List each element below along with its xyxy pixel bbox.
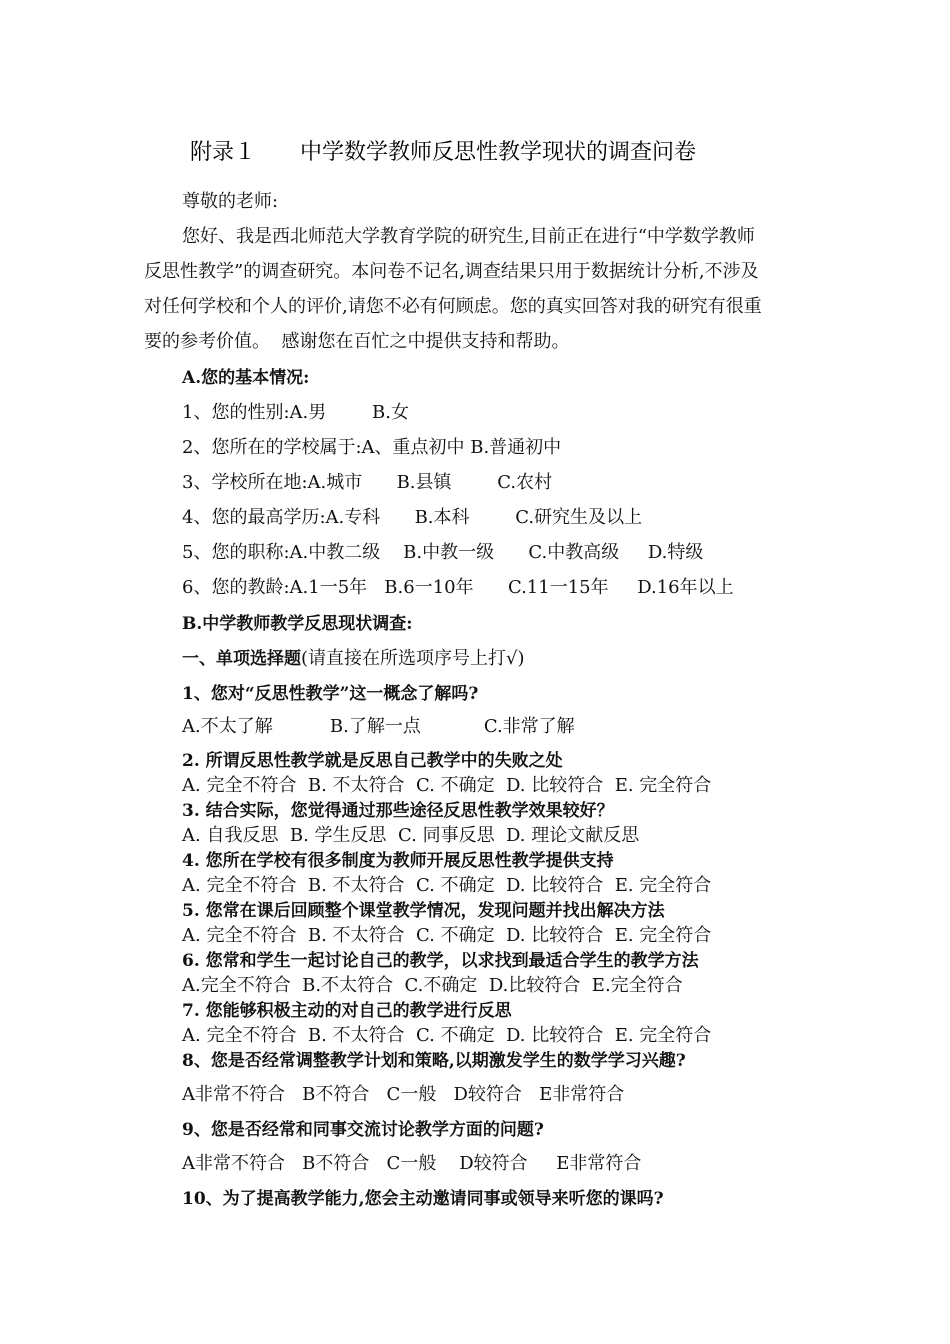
greeting: 尊敬的老师: [182,191,279,212]
answer-options: A. 完全不符合 B. 不太符合 C. 不确定 D. 比较符合 E. 完全符合 [182,925,712,946]
basic-info-item: 1、您的性别:A.男 B.女 [182,402,409,423]
page-title: 附录１ 中学数学教师反思性教学现状的调查问卷 [190,140,697,165]
basic-info-item: 3、学校所在地:A.城市 B.县镇 C.农村 [182,472,553,493]
basic-info-item: 6、您的教龄:A.1一5年 B.6一10年 C.11一15年 D.16年以上 [182,577,734,598]
answer-options: A非常不符合 B不符合 C一般 D较符合 E非常符合 [182,1084,625,1105]
question-text: 1、您对“反思性教学”这一概念了解吗? [182,684,479,704]
question-text: 3. 结合实际，您觉得通过那些途径反思性教学效果较好？ [182,801,614,821]
intro-line: 要的参考价值。 感谢您在百忙之中提供支持和帮助。 [144,331,570,352]
single-choice-heading [182,647,525,671]
question-text: 7. 您能够积极主动的对自己的教学进行反思 [182,1001,512,1021]
section-a-heading: A.您的基本情况: [182,368,310,388]
question-text: 10、为了提高教学能力,您会主动邀请同事或领导来听您的课吗? [182,1189,664,1209]
answer-options: A.不太了解 B.了解一点 C.非常了解 [182,716,575,737]
basic-info-item: 2、您所在的学校属于:A、重点初中 B.普通初中 [182,437,562,458]
basic-info-item: 4、您的最高学历:A.专科 B.本科 C.研究生及以上 [182,507,643,528]
answer-options: A.完全不符合 B.不太符合 C.不确定 D.比较符合 E.完全符合 [182,975,683,996]
section-b-heading: B.中学教师教学反思现状调查: [182,614,413,634]
intro-line: 您好、我是西北师范大学教育学院的研究生,目前正在进行“中学数学教师 [182,226,755,247]
answer-options: A. 自我反思 B. 学生反思 C. 同事反思 D. 理论文献反思 [182,825,640,846]
intro-line: 对任何学校和个人的评价,请您不必有何顾虑。您的真实回答对我的研究有很重 [144,296,762,317]
question-text: 2. 所谓反思性教学就是反思自己教学中的失败之处 [182,751,563,771]
answer-options: A. 完全不符合 B. 不太符合 C. 不确定 D. 比较符合 E. 完全符合 [182,875,712,896]
answer-options: A. 完全不符合 B. 不太符合 C. 不确定 D. 比较符合 E. 完全符合 [182,1025,712,1046]
question-text: 5. 您常在课后回顾整个课堂教学情况，发现问题并找出解决方法 [182,901,665,921]
intro-line: 反思性教学”的调查研究。本问卷不记名,调查结果只用于数据统计分析,不涉及 [144,261,759,282]
question-text: 9、您是否经常和同事交流讨论教学方面的问题? [182,1120,544,1140]
question-text: 6. 您常和学生一起讨论自己的教学，以求找到最适合学生的教学方法 [182,951,699,971]
single-choice-label: 一、单项选择题 [182,649,301,669]
answer-options: A. 完全不符合 B. 不太符合 C. 不确定 D. 比较符合 E. 完全符合 [182,775,712,796]
answer-options: A非常不符合 B不符合 C一般 D较符合 E非常符合 [182,1153,642,1174]
basic-info-item: 5、您的职称:A.中教二级 B.中教一级 C.中教高级 D.特级 [182,542,704,563]
single-choice-note: (请直接在所选项序号上打√) [301,648,525,669]
question-text: 8、您是否经常调整教学计划和策略,以期激发学生的数学学习兴趣? [182,1051,686,1071]
question-text: 4. 您所在学校有很多制度为教师开展反思性教学提供支持 [182,851,614,871]
